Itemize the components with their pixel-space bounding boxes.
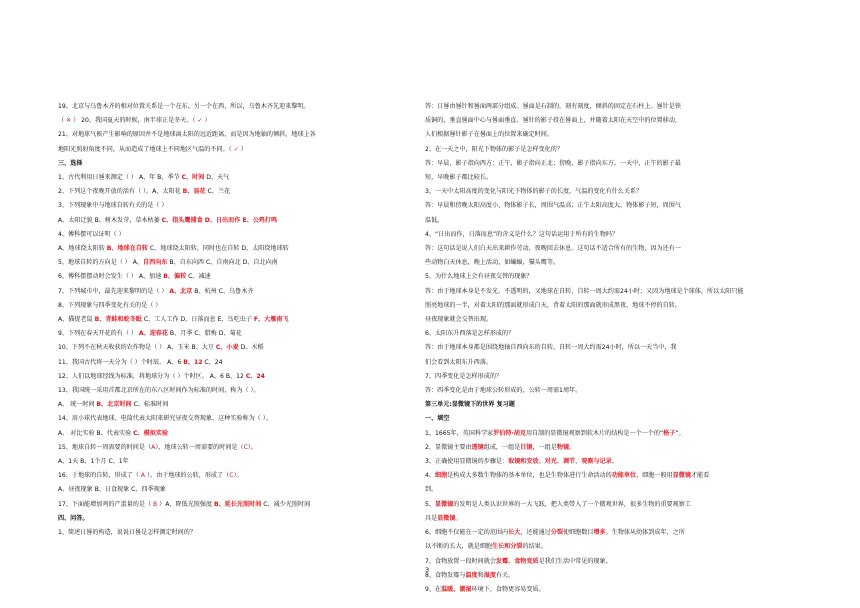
text-segment: A、 对比实验 B、代表实验 [58, 429, 134, 437]
left_column-line [58, 185, 413, 199]
left_column-line [58, 256, 413, 270]
answer-text: C、模拟实验 [133, 429, 169, 437]
left_column-line [58, 370, 413, 384]
text-segment: 答：由于地球本身是不发光、不透明的，又地球在自转，自转一周大约需24小时；又因为地球是个球体，所以太阳只能 [425, 287, 744, 295]
right_column-line [425, 313, 817, 327]
left_column-line [58, 313, 413, 327]
answer-text: 透镜 [471, 443, 484, 451]
text-segment: 答：早晨和傍晚太阳高度小，物体影子长，周围气温高；正午太阳高度大，物体影子短，周围气 [425, 202, 681, 210]
answer-text: B、地球在自转 [106, 245, 148, 253]
answer-text: 温暖、潮湿 [441, 585, 472, 593]
right_column-line [425, 270, 817, 284]
left_column-line [58, 270, 413, 284]
text-segment: A、地球绕太阳转 [58, 245, 107, 253]
text-segment: 2、在一天之中，阳光下物体的影子是怎样变化的？ [425, 145, 563, 153]
right_column-line [425, 171, 817, 185]
text-segment: 、 [556, 458, 563, 466]
right_column-line [425, 398, 817, 412]
answer-text: 自西向东 [143, 259, 168, 267]
left_column-line [58, 341, 413, 355]
left_column-line [58, 214, 413, 228]
text-segment: 5、 [425, 500, 435, 508]
text-segment: 答：早晨，影子指向西方；正午，影子指向正北；傍晚，影子指向东方。一天中，正午的影子最 [425, 159, 681, 167]
answer-text: 目镜 [520, 443, 533, 451]
text-segment: 8、下列现象与四季变化有关的是（ ） [58, 301, 162, 309]
right_column-line [425, 441, 817, 455]
answer-text: 生长和分裂 [492, 543, 523, 551]
text-segment: ）A、降低光照强度 [157, 500, 214, 508]
handwritten-mark: ✓ [197, 117, 203, 125]
text-segment: 用自制的显微镜观察到软木片的结构是一个一个的“ [525, 429, 664, 437]
text-segment: C、地球绕太阳转，同时也在自转 D、太阳绕地球转 [147, 245, 289, 253]
right_column-line [425, 455, 817, 469]
text-segment: 7、四季变化是怎样形成的？ [425, 372, 503, 380]
right_column-line [425, 540, 817, 554]
answer-text: 湿度 [483, 571, 496, 579]
text-segment: 。 [569, 443, 576, 451]
text-segment: 们会看到太阳东升西落。 [425, 358, 493, 366]
section-heading: 三、选择 [58, 159, 83, 167]
text-segment: 才能看 [690, 472, 710, 480]
right_column-line [425, 370, 817, 384]
text-segment: ，还能通过 [520, 529, 551, 537]
text-segment: A、1天 B、1个月 C、1年 [58, 458, 129, 466]
left_column-line [58, 171, 413, 185]
text-segment: 1、简述日晷的构造，说说日晷是怎样测定时间的？ [58, 529, 196, 537]
answer-text: 温度 [465, 571, 478, 579]
text-segment: 3、下列现象中与地球自转有关的是（ ） [58, 202, 168, 210]
text-segment: 、 [538, 458, 545, 466]
text-segment: ）。由于地球的公转，形成了（ [145, 472, 230, 480]
text-segment: 7、食物放置一段时间就会 [425, 557, 496, 565]
answer-text: C、指头鹰捕食 D、日出而作 E、公鸡打鸣 [161, 216, 278, 224]
text-segment: 19、北京与乌鲁木齐的相对位置关系是一个在东、另一个在西，所以，乌鲁木齐先迎来黎明。 [58, 103, 310, 110]
text-segment: ， [508, 557, 515, 565]
right_column-line [425, 185, 817, 199]
answer-text: 物镜 [556, 443, 570, 451]
left_column-line [58, 228, 413, 242]
text-segment: 4、傅科摆可以证明（ ） [58, 230, 125, 238]
right_column-line [425, 384, 817, 398]
left_column-line [58, 427, 413, 441]
text-segment: 6、细胞不仅能在一定的范围内 [425, 529, 509, 537]
text-segment: A、猫捉老鼠 [58, 316, 95, 324]
text-segment: 9、在 [425, 585, 442, 593]
handwritten-mark: A [140, 472, 145, 480]
text-segment: ） [202, 117, 211, 125]
text-segment: 照亮地球的一半，对着太阳的那面就形成白天，背着太阳的那面就形成黑夜，地球不停的自转， [425, 301, 681, 309]
right_column-line [425, 299, 817, 313]
left_column-line [58, 398, 413, 412]
left_column-line [58, 498, 413, 512]
text-segment: 环境下，食物更容易变质。 [471, 585, 545, 593]
right_column-line [425, 555, 817, 569]
text-segment: 人们根据晷针影子在晷面上的位置来确定时间。 [425, 131, 553, 139]
handwritten-mark: C [229, 472, 234, 480]
text-segment: 9、下列在春天开花的有（ ） [58, 330, 139, 338]
text-segment: 具是 [425, 514, 438, 522]
text-segment: 11、我国古代将一天分为（ ）个时辰。 A、6 [58, 358, 184, 366]
right_column-line [425, 100, 817, 114]
text-segment: 答：四季变化是由于地球公转形成的，公转一周需1周年。 [425, 387, 582, 395]
left_column-line [58, 455, 413, 469]
text-segment: 16、于地球的自转，形成了（ [58, 472, 141, 480]
text-segment: 温低。 [425, 216, 444, 224]
text-segment: 质铜的，垂直晷面中心与晷面垂直。晷针的影子投在晷面上，并随着太阳在天空中的位置移动， [425, 117, 681, 125]
text-segment: C、标准时间 [131, 401, 169, 409]
right_column-line [425, 356, 817, 370]
text-segment: A、太阳迁貌 B、树木发芽，草木枯萎 [58, 216, 162, 224]
answer-text: 显微镜 [672, 472, 691, 480]
answer-text: B、12 [183, 358, 203, 366]
text-segment: 3、正确使用显微镜的步骤是： [425, 458, 509, 466]
handwritten-mark: ✓ [233, 145, 239, 153]
text-segment: B、自东向西 C、自南向北 D、自北向南 [167, 259, 278, 267]
answer-text: 格子 [663, 429, 676, 437]
left_column-line [58, 100, 413, 114]
answer-text: 对光 [544, 458, 557, 466]
left_column-line [58, 412, 413, 426]
text-segment: ）。 [247, 443, 258, 451]
text-segment: 的发明是人类认识世界的一大飞跃，把人类带入了一个微观世界，很多生物的重要观察工 [453, 500, 691, 508]
left-column [58, 100, 413, 540]
text-segment: C、减少光照时间 [261, 500, 311, 508]
right_column-line [425, 128, 817, 142]
right_column-line [425, 228, 817, 242]
left_column-line [58, 114, 413, 128]
text-segment: 5、为什么地球上会有昼夜交替的现象？ [425, 273, 533, 281]
text-segment: 14、用小球代表地球、电筒代表太阳来研究昼夜交替现象，这种实验称为（ ）。 [58, 415, 272, 423]
text-segment: B、月季 C、腊梅 D、菊花 [167, 330, 242, 338]
text-segment: 有关。 [495, 571, 515, 579]
left_column-line [58, 483, 413, 497]
left_column-line [58, 199, 413, 213]
text-segment: 。 [455, 514, 462, 522]
left_column-line [58, 299, 413, 313]
answer-text: 功能单位 [611, 472, 637, 480]
text-segment: 昼夜现象就会交替出现。 [425, 316, 493, 324]
text-segment: 3、一天中太阳高度的变化与阳光下物体的影子的长度、气温的变化有什么关系？ [425, 188, 643, 196]
text-segment: ），地球公转一周需要的时间是（ [155, 443, 244, 451]
text-segment: C、兰花 [205, 188, 231, 196]
text-segment: 的结果。 [522, 543, 547, 551]
text-segment: 短，早晚影子都比较长。 [425, 174, 493, 182]
text-segment: ） 20、我国夏天的时候，南半球正是冬天。（ [71, 117, 198, 125]
text-segment: 答：这句话是说人们白天出来耕作劳动，夜晚回去休息。这句话不适合所有的生物，因为还有一 [425, 245, 681, 253]
text-segment: D、水稻 [238, 344, 264, 352]
text-segment: 6、太阳东升西落是怎样形成的？ [425, 330, 515, 338]
left_column-line [58, 242, 413, 256]
answer-text: B、青蛙和蛇冬眠 [94, 316, 142, 324]
text-segment: ） [238, 145, 247, 153]
text-segment: ”。 [675, 429, 685, 437]
text-segment: 13、我国统一采用首都北京所在的东八区时间作为标准的时间，称为（ ）。 [58, 387, 260, 395]
right_column-line [425, 327, 817, 341]
text-segment: 1、古代利用日晷来测定（ ） A、年 B、季节 [58, 174, 182, 182]
answer-text: 观察与记录 [581, 458, 612, 466]
text-segment: 8、食物发霉与 [425, 571, 466, 579]
text-segment: 组成，一组是 [483, 443, 521, 451]
right_column-line [425, 412, 817, 426]
right_column-line [425, 341, 817, 355]
text-segment: 。生物体从幼体到成年，之所 [605, 529, 685, 537]
text-segment: 以不断的长大，就是细胞 [425, 543, 493, 551]
handwritten-mark: ✕ [66, 117, 72, 125]
text-segment: 答：日晷由晷针和晷面两部分组成。晷面是石制的，刻有刻度，倾斜的固定在石柱上。晷针是铁 [425, 103, 681, 110]
text-segment: 17、下面能增加鸡的产蛋量的是（ [58, 500, 154, 508]
text-segment: 10、下列不在秋天收获的农作物是（ ） A、玉米 B、大豆 [58, 344, 216, 352]
page-number: 3 [425, 566, 430, 574]
text-segment: C、24 [202, 358, 223, 366]
left_column-line [58, 384, 413, 398]
left_column-line [58, 128, 413, 142]
right_column-line [425, 143, 817, 157]
answer-text: 发霉 [495, 557, 509, 565]
answer-text: 细胞 [434, 472, 448, 480]
answer-text: 分裂 [550, 529, 563, 537]
right_column-line [425, 199, 817, 213]
text-segment: 1、1665年，英国科学家 [425, 429, 494, 437]
text-segment: B、杭州 C、乌鲁木齐 [192, 287, 254, 295]
text-segment: （ [58, 117, 67, 125]
answer-text: 取镜和安放 [508, 458, 539, 466]
text-segment: 4、“日出而作，日落而息”的含义是什么？这句话运用于所有的生物吗？ [425, 230, 619, 238]
left_column-line [58, 512, 413, 526]
right_column-line [425, 114, 817, 128]
answer-text: A、迎春花 [138, 330, 168, 338]
answer-text: 长大 [508, 529, 521, 537]
text-segment: A、昼夜现象 B、日食现象 C、四季现象 [58, 486, 166, 494]
text-segment: 7、下列城市中，最先迎来黎明的是（ ） [58, 287, 170, 295]
answer-text: A、北京 [169, 287, 193, 295]
text-segment: 6、傅科摆摆动时会发生（ ） A、加速 [58, 273, 164, 281]
text-segment: 12、人们以地球经线为标准，将地球分为（ ）个时区。 A、6 B、12 [58, 372, 246, 380]
right_column-line [425, 242, 817, 256]
left_column-line [58, 356, 413, 370]
right_column-line [425, 285, 817, 299]
answer-text: 显微镜 [437, 514, 456, 522]
answer-text: B、偏转 [163, 273, 187, 281]
left_column-line [58, 327, 413, 341]
answer-text: B、昙花 [182, 188, 206, 196]
text-segment: ，细胞一般用 [636, 472, 673, 480]
left_column-line [58, 143, 413, 157]
handwritten-mark: C [243, 443, 248, 451]
text-segment: 是构成大多数生物体的基本单位，也是生物体进行生命活动的 [447, 472, 612, 480]
text-segment: 地阳光照射角度不同，从而造成了地球上不同地区气温的不同。（ [58, 145, 234, 153]
right_column-line [425, 583, 817, 597]
right_column-line [425, 483, 817, 497]
left_column-line [58, 157, 413, 171]
text-segment: 4、 [425, 472, 435, 480]
text-segment: 是我们生活中常见的现象。 [538, 557, 612, 565]
text-segment: 、 [575, 458, 582, 466]
right_column-line [425, 498, 817, 512]
text-segment: 答：由于地球本身都是围绕地轴自西向东的自转，自转一周大约需24小时，所以一天当中，我 [425, 344, 677, 352]
text-segment: A、 统一时间 [58, 401, 97, 409]
right_column-line [425, 569, 817, 583]
text-segment: ）。 [233, 472, 243, 480]
answer-text: 增多 [593, 529, 606, 537]
handwritten-mark: A [151, 443, 156, 451]
text-segment: 到。 [425, 486, 438, 494]
left_column-line [58, 526, 413, 540]
answer-text: 罗伯特·胡克 [493, 429, 526, 437]
text-segment: 使细胞数目 [562, 529, 594, 537]
answer-text: C、24 [245, 372, 265, 380]
left_column-line [58, 285, 413, 299]
left_column-line [58, 469, 413, 483]
section-heading: 第三单元:显微镜下的世界 复习题 [425, 401, 515, 409]
handwritten-mark: B [153, 500, 158, 508]
answer-text: B、北京时间 [96, 401, 132, 409]
section-heading: 四、问答。 [58, 514, 89, 522]
text-segment: 和 [477, 571, 484, 579]
left_column-line [58, 441, 413, 455]
section-heading: 一、填空 [425, 415, 450, 423]
right_column-line [425, 256, 817, 270]
answer-text: C、小麦 [215, 344, 239, 352]
answer-text: 调节 [562, 458, 576, 466]
right_column-line [425, 157, 817, 171]
text-segment: 5、地球自转的方向是（ ） A、 [58, 259, 144, 267]
text-segment: 2、下列这个夜晚开放的活有（ ）。A、太阳花 [58, 188, 183, 196]
answer-text: 显微镜 [434, 500, 454, 508]
text-segment: C、减速 [186, 273, 211, 281]
text-segment: 2、显微镜主要由 [425, 443, 472, 451]
right_column-line [425, 214, 817, 228]
text-segment: ，一组是 [532, 443, 557, 451]
text-segment: 些动物白天休息，晚上活动，如蝙蝠，猫头鹰等。 [425, 259, 560, 267]
text-segment: 21、对地球气候产生影响的原因并不是地球离太阳的远近距离，而是因为地轴的倾斜，地球上各 [58, 131, 316, 139]
right_column-line [425, 469, 817, 483]
text-segment: 。 [611, 458, 618, 466]
right_column-line [425, 512, 817, 526]
answer-text: B、延长光照时间 [214, 500, 262, 508]
text-segment: 15、地球自转一周需要的时间是（ [58, 443, 152, 451]
answer-text: 食物变质 [514, 557, 539, 565]
text-segment: D、天气 [204, 174, 230, 182]
answer-text: C、时间 [181, 174, 205, 182]
right_column-line [425, 526, 817, 540]
text-segment: C、工人工作 D、日落而息 E、鸟吃虫子 [141, 316, 254, 324]
right-column [425, 100, 817, 597]
answer-text: F、大雁南飞 [253, 316, 289, 324]
right_column-line [425, 427, 817, 441]
